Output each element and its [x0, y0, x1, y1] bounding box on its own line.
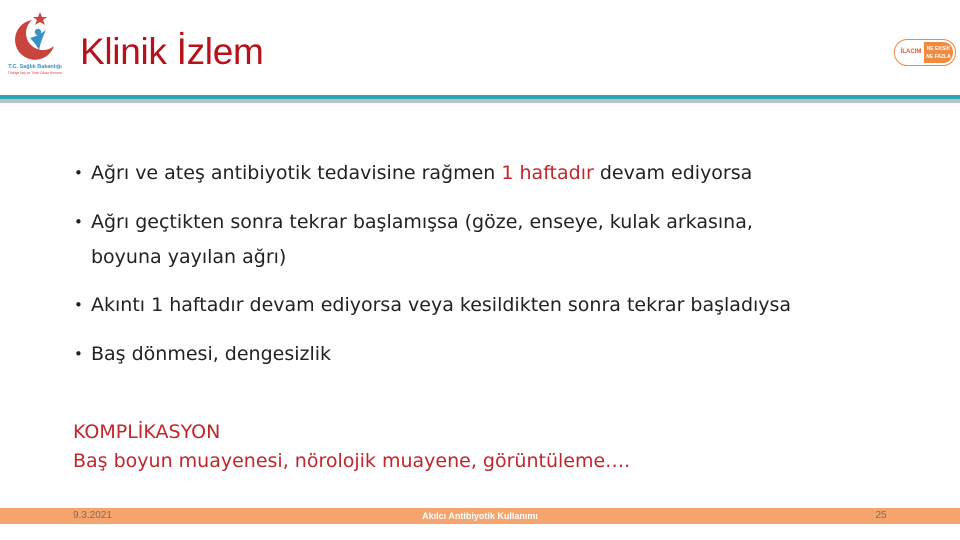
page-title: Klinik İzlem	[80, 31, 264, 72]
campaign-logo-right-line1: NE EKSİK	[926, 46, 951, 52]
ministry-logo-subtext: Türkiye İlaç ve Tıbbi Cihaz Kurumu	[7, 71, 63, 75]
bullet-text: Baş dönmesi, dengesizlik	[91, 343, 332, 365]
bullet-text: Ağrı ve ateş antibiyotik tedavisine rağmen	[91, 162, 502, 184]
bullet-list	[74, 156, 934, 372]
bullet-text-line1: Ağrı geçtikten sonra tekrar başlamışsa (göze, enseye, kulak arkasına,	[91, 211, 753, 233]
footer-title: Akılcı Antibiyotik Kullanımı	[422, 511, 538, 521]
bullet-item	[74, 337, 934, 372]
ministry-logo-text: T.C. Sağlık Bakanlığı	[8, 64, 62, 70]
campaign-logo	[894, 39, 956, 66]
bullet-text: Akıntı 1 haftadır devam ediyorsa veya kesildikten sonra tekrar başladıysa	[91, 294, 792, 316]
ministry-emblem-icon	[10, 10, 60, 64]
complication-block	[73, 418, 873, 476]
page-number: 25	[875, 510, 887, 521]
footer-bar	[0, 508, 960, 524]
bullet-dot-icon: •	[74, 345, 83, 363]
bullet-text-line2: boyuna yayılan ağrı)	[91, 246, 287, 268]
bullet-dot-icon: •	[74, 164, 83, 182]
campaign-logo-right-line2: NE FAZLA	[926, 54, 951, 60]
footer-date: 9.3.2021	[73, 510, 112, 521]
bullet-item	[74, 156, 934, 191]
header-divider-grey	[0, 99, 960, 103]
bullet-item	[74, 205, 934, 275]
complication-heading: KOMPLİKASYON	[73, 421, 221, 443]
complication-text: Baş boyun muayenesi, nörolojik muayene, görüntüleme….	[73, 450, 631, 472]
campaign-logo-left-text: İLACIM	[897, 42, 925, 63]
bullet-item	[74, 288, 934, 323]
campaign-logo-right-box	[924, 42, 953, 63]
bullet-dot-icon: •	[74, 213, 83, 231]
bullet-text: devam ediyorsa	[593, 162, 753, 184]
bullet-highlight: 1 haftadır	[501, 162, 594, 184]
bullet-dot-icon: •	[74, 296, 83, 314]
ministry-logo	[2, 10, 68, 80]
